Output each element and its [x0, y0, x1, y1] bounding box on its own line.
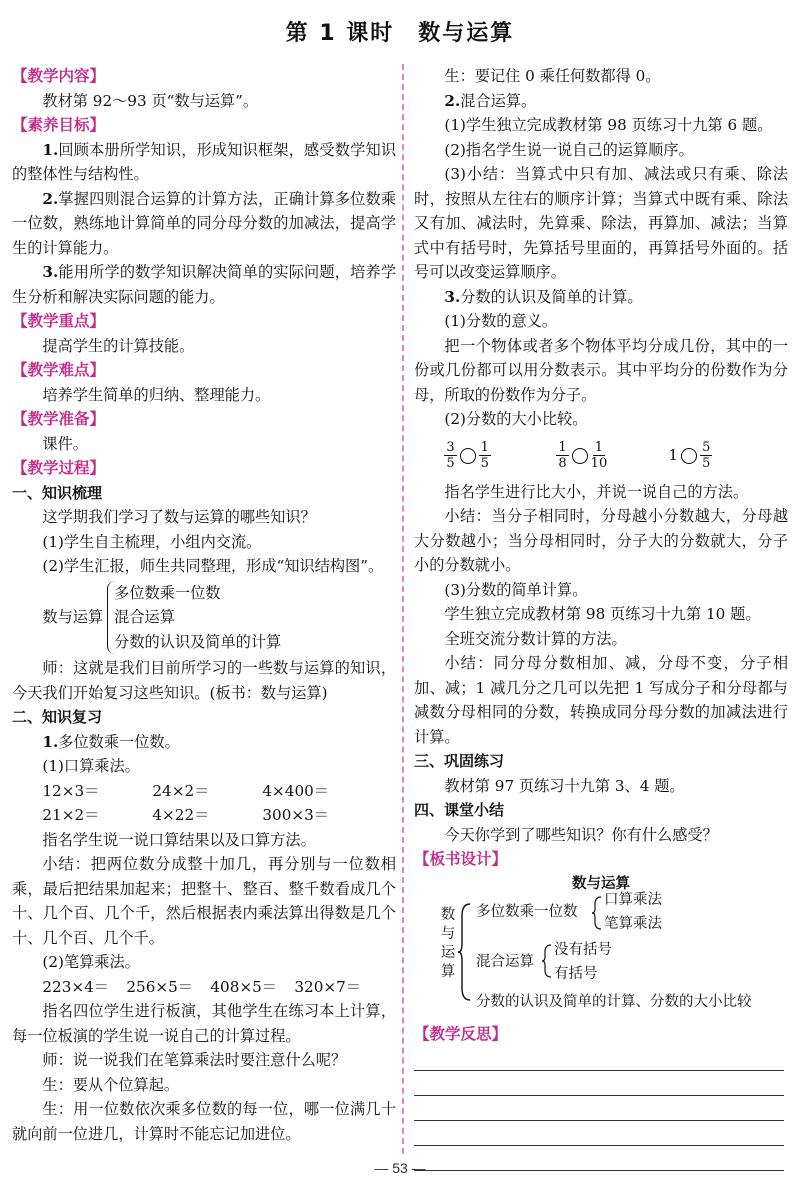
oral-calc: 300×3＝: [262, 806, 329, 824]
page-number: — 53 —: [374, 1160, 426, 1176]
paragraph: 生：用一位数依次乘多位数的每一位，哪一位满几十就向前一位进几，计算时不能忘记加进位。: [12, 1100, 396, 1143]
heading-knowledge-sorting: 一、知识梳理: [12, 483, 103, 502]
page-title: 第 1 课时 数与运算: [285, 21, 515, 46]
section-key-points: 【教学重点】: [12, 312, 106, 330]
fraction: $\frac{3}{5}$: [446, 440, 455, 471]
column-divider: [402, 64, 404, 1154]
paragraph: 指名学生进行比大小，并说一说自己的方法。: [444, 482, 749, 501]
paragraph: (1)学生自主梳理，小组内交流。: [42, 532, 262, 551]
paragraph: 师：这就是我们目前所学习的一些数与运算的知识，今天我们开始复习这些知识。(板书：数与运算): [12, 659, 396, 702]
paragraph: 教材第 97 页练习十九第 3、4 题。: [444, 776, 685, 795]
knowledge-tree-item: 混合运算: [114, 608, 175, 626]
paragraph: (3)小结：当算式中只有加、减法或只有乘、除法时，按照从左往右的顺序计算；当算式中既有乘、除法又有加、减法时，先算乘、除法，再算加、减法；当算式中有括号时，先算括号里面的，再算括号外面的。括号可以改变运算顺序。: [414, 165, 788, 281]
paragraph: (1)口算乘法。: [42, 757, 140, 775]
paragraph: (2)指名学生说一说自己的运算顺序。: [444, 140, 694, 159]
paragraph: (3)分数的简单计算。: [444, 580, 588, 599]
left-column: [12, 64, 396, 1146]
reflection-line: [414, 1145, 784, 1146]
heading-summary: 四、课堂小结: [414, 801, 505, 819]
board-main-brace: [458, 902, 472, 1002]
paragraph: 小结：同分母分数相加、减，分母不变，分子相加、减；1 减几分之几可以先把 1 写成分子和分母都与减数分母相同的分数，转换成同分母分数的加减法进行计算。: [414, 654, 788, 746]
board-root: 数 与 运 算: [440, 906, 456, 980]
board-sub-brace: [542, 944, 552, 978]
oral-calc: 4×400＝: [262, 781, 329, 800]
knowledge-tree-item: 多位数乘一位数: [114, 583, 221, 602]
teaching-content-text: 教材第 92～93 页“数与运算”。: [42, 91, 259, 110]
review-item-2: 2.混合运算。: [444, 91, 537, 110]
board-item-mixed-operations: 混合运算: [476, 953, 534, 970]
board-sub-brace: [592, 896, 602, 930]
fraction: $\frac{1}{8}$: [558, 440, 567, 471]
fraction: $\frac{1}{5}$: [480, 440, 489, 471]
knowledge-tree-item: 分数的认识及简单的计算: [114, 632, 282, 651]
written-calc: 223×4＝: [42, 977, 109, 996]
right-column: [414, 64, 788, 1171]
paragraph: 指名学生说一说口算结果以及口算方法。: [42, 830, 316, 849]
key-points-text: 提高学生的计算技能。: [42, 336, 195, 355]
written-calc: 320×7＝: [294, 977, 361, 996]
section-process: 【教学过程】: [12, 459, 106, 477]
oral-calc: 4×22＝: [152, 806, 210, 824]
reflection-lines: [414, 1070, 788, 1171]
section-reflection: 【教学反思】: [414, 1024, 508, 1043]
goal-3: 3.能用所学的数学知识解决简单的实际问题，培养学生分析和解决实际问题的能力。: [12, 263, 396, 306]
compare-circle: [460, 448, 476, 464]
goal-2: 2.掌握四则混合运算的计算方法，正确计算多位数乘一位数，熟练地计算简单的同分母分数的加减法，提高学生的计算能力。: [12, 189, 396, 257]
fraction: $\frac{1}{10}$: [590, 440, 608, 471]
fraction: $\frac{5}{5}$: [702, 440, 711, 471]
board-sub-item: 有括号: [554, 965, 598, 982]
knowledge-tree-root: 数与运算: [42, 608, 104, 626]
paragraph: (1)学生独立完成教材第 98 页练习十九第 6 题。: [444, 116, 773, 134]
section-board-design: 【板书设计】: [414, 850, 508, 868]
paragraph: (2)分数的大小比较。: [444, 410, 588, 428]
reflection-line: [414, 1095, 784, 1096]
board-sub-item: 口算乘法: [604, 891, 662, 908]
paragraph: (2)学生汇报，师生共同整理，形成“知识结构图”。: [42, 557, 384, 575]
reflection-line: [414, 1120, 784, 1121]
board-item-fractions: 分数的认识及简单的计算、分数的大小比较: [476, 993, 752, 1010]
board-sub-item: 笔算乘法: [604, 915, 662, 932]
board-title: 数与运算: [572, 875, 630, 892]
paragraph: 学生独立完成教材第 98 页练习十九第 10 题。: [444, 605, 761, 623]
paragraph: 指名四位学生进行板演，其他学生在练习本上计算，每一位板演的学生说一说自己的计算过程。: [12, 1002, 396, 1045]
heading-practice: 三、巩固练习: [414, 752, 505, 770]
review-item-3: 3.分数的认识及简单的计算。: [444, 287, 643, 306]
paragraph: 师：说一说我们在笔算乘法时要注意什么呢？: [42, 1051, 347, 1069]
fraction-compare-1: [444, 440, 556, 471]
goal-1: 1.回顾本册所学知识，形成知识框架，感受数学知识的整体性与结构性。: [12, 140, 396, 183]
paragraph: 小结：当分子相同时，分母越小分数越大，分母越大分数越小；当分母相同时，分子大的分数就大，分子小的分数就小。: [414, 507, 788, 574]
oral-calc-row: [12, 779, 396, 804]
fraction-compare-2: [556, 440, 668, 471]
section-goals: 【素养目标】: [12, 116, 106, 134]
section-preparation: 【教学准备】: [12, 410, 106, 428]
oral-calc: 24×2＝: [152, 781, 210, 800]
review-item-1: 1.多位数乘一位数。: [42, 732, 180, 751]
compare-circle: [681, 448, 697, 464]
oral-calc-row: [12, 803, 396, 828]
oral-calc: 21×2＝: [42, 806, 100, 824]
whole-number: 1: [668, 446, 679, 465]
section-difficulties: 【教学难点】: [12, 361, 106, 379]
written-calc: 408×5＝: [210, 977, 277, 996]
paragraph: 全班交流分数计算的方法。: [444, 629, 627, 648]
knowledge-tree: [12, 581, 396, 655]
paragraph: 生：要记住 0 乘任何数都得 0。: [444, 67, 661, 85]
paragraph: 生：要从个位算起。: [42, 1075, 180, 1094]
difficulties-text: 培养学生简单的归纳、整理能力。: [42, 385, 271, 404]
paragraph: (2)笔算乘法。: [42, 953, 140, 971]
written-calc: 256×5＝: [126, 977, 193, 996]
paragraph: 把一个物体或者多个物体平均分成几份，其中的一份或几份都可以用分数表示。其中平均分的份数作为分母，所取的份数作为分子。: [414, 336, 788, 404]
fraction-compare-3: [668, 440, 712, 471]
knowledge-tree-brace: [107, 581, 281, 655]
paragraph: 今天你学到了哪些知识？你有什么感受？: [444, 825, 718, 844]
oral-calc: 12×3＝: [42, 781, 100, 800]
paragraph: (1)分数的意义。: [444, 312, 558, 330]
board-sub-item: 没有括号: [554, 941, 612, 958]
written-calc-row: [12, 975, 396, 1000]
compare-circle: [572, 448, 588, 464]
board-design: [414, 872, 788, 1022]
board-item-multiplication: 多位数乘一位数: [476, 903, 578, 920]
paragraph: 这学期我们学习了数与运算的哪些知识？: [42, 508, 316, 526]
fraction-compare-row: [414, 432, 788, 480]
section-teaching-content: 【教学内容】: [12, 67, 106, 85]
paragraph: 小结：把两位数分成整十加几，再分别与一位数相乘，最后把结果加起来；把整十、整百、整千数看成几个十、几个百、几个千，然后根据表内乘法算出得数是几个十、几个百、几个千。: [12, 855, 396, 947]
preparation-text: 课件。: [42, 434, 88, 453]
heading-knowledge-review: 二、知识复习: [12, 708, 103, 726]
reflection-line: [414, 1070, 784, 1071]
